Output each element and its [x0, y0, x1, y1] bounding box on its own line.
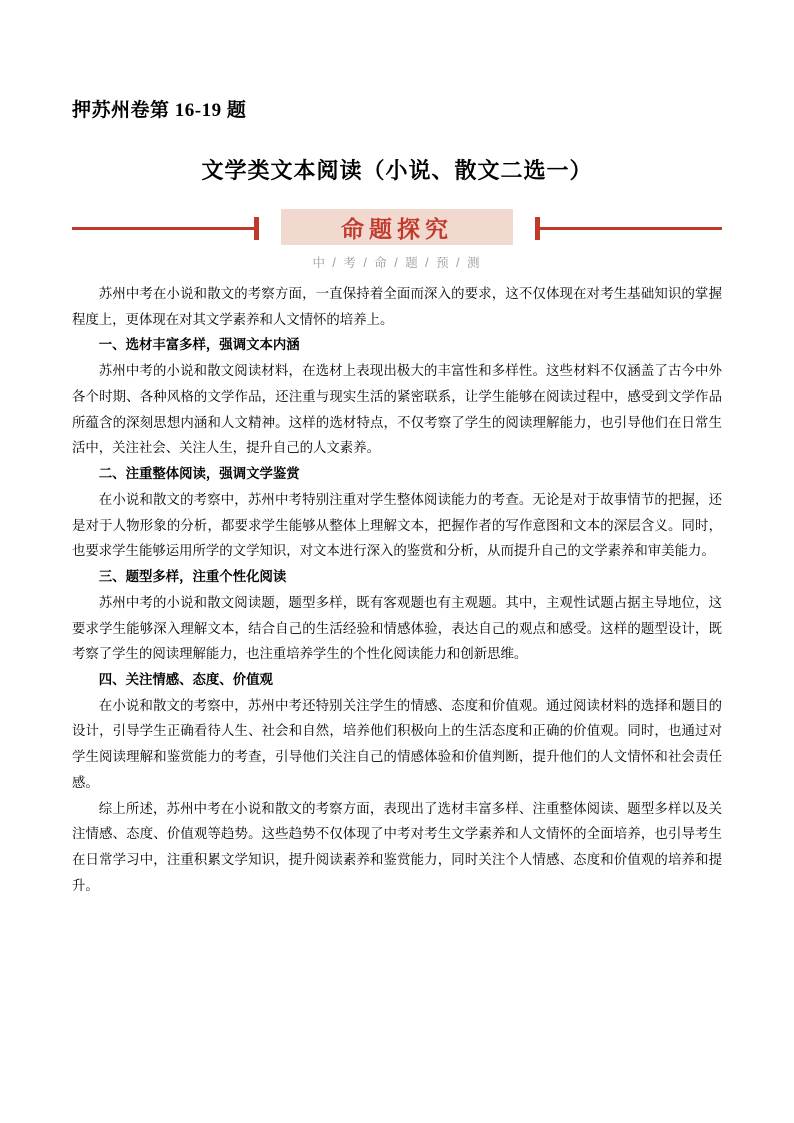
- section-heading-2: 二、注重整体阅读，强调文学鉴赏: [98, 466, 300, 482]
- banner-rule-right: [540, 227, 722, 230]
- intro-paragraph: 苏州中考在小说和散文的考察方面，一直保持着全面而深入的要求，这不仅体现在对考生基础知识的掌握程度上，更体现在对其文学素养和人文情怀的培养上。: [72, 286, 722, 327]
- banner-tick-left: [254, 217, 259, 240]
- section-body-1: 苏州中考的小说和散文阅读材料，在选材上表现出极大的丰富性和多样性。这些材料不仅涵盖了古今中外各个时期、各种风格的文学作品，还注重与现实生活的紧密联系，让学生能够在阅读过程中，感受到文学作品所蕴含的深刻思想内涵和人文精神。这样的选材特点，不仅考察了学生的阅读理解能力，也引导他们在日常生活中，关注社会、关注人生，提升自己的人文素养。: [72, 363, 722, 456]
- section-heading-3: 三、题型多样，注重个性化阅读: [98, 569, 287, 585]
- banner-subtitle: 中 / 考 / 命 / 题 / 预 / 测: [312, 256, 482, 270]
- banner-rule-left: [72, 227, 254, 230]
- section-banner: [72, 207, 722, 249]
- page-title: 文学类文本阅读（小说、散文二选一）: [201, 158, 593, 183]
- exam-label: 押苏州卷第 16-19 题: [72, 100, 247, 121]
- article-body: [72, 281, 722, 899]
- section-heading-4: 四、关注情感、态度、价值观: [98, 672, 273, 688]
- section-body-2: 在小说和散文的考察中，苏州中考特别注重对学生整体阅读能力的考查。无论是对于故事情节的把握，还是对于人物形象的分析，都要求学生能够从整体上理解文本，把握作者的写作意图和文本的深层含义。同时，也要求学生能够运用所学的文学知识，对文本进行深入的鉴赏和分析，从而提升自己的文学素养和审美能力。: [72, 491, 722, 559]
- conclusion-paragraph: 综上所述，苏州中考在小说和散文的考察方面，表现出了选材丰富多样、注重整体阅读、题型多样以及关注情感、态度、价值观等趋势。这些趋势不仅体现了中考对考生文学素养和人文情怀的全面培养，也引导考生在日常学习中，注重积累文学知识，提升阅读素养和鉴赏能力，同时关注个人情感、态度和价值观的培养和提升。: [72, 800, 722, 893]
- section-body-4: 在小说和散文的考察中，苏州中考还特别关注学生的情感、态度和价值观。通过阅读材料的选择和题目的设计，引导学生正确看待人生、社会和自然，培养他们积极向上的生活态度和正确的价值观。同时，也通过对学生阅读理解和鉴赏能力的考查，引导他们关注自己的情感体验和价值判断，提升他们的人文情怀和社会责任感。: [72, 697, 722, 790]
- section-heading-1: 一、选材丰富多样，强调文本内涵: [98, 337, 300, 353]
- banner-label: 命题探究: [341, 217, 453, 242]
- section-body-3: 苏州中考的小说和散文阅读题，题型多样，既有客观题也有主观题。其中，主观性试题占据主导地位，这要求学生能够深入理解文本，结合自己的生活经验和情感体验，表达自己的观点和感受。这样的题型设计，既考察了学生的阅读理解能力，也注重培养学生的个性化阅读能力和创新思维。: [72, 594, 722, 662]
